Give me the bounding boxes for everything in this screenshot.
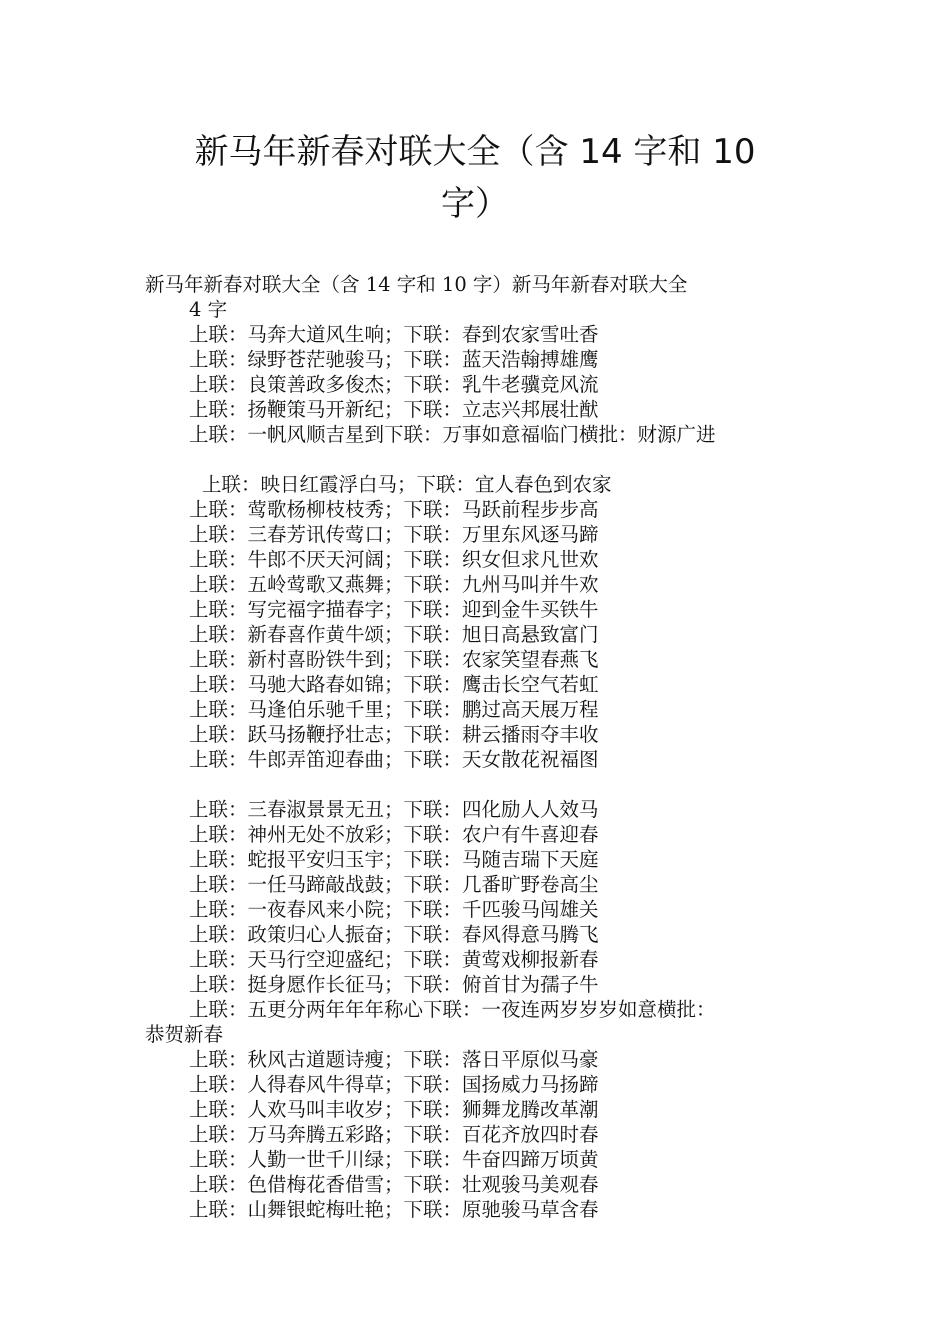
couplet-line: 上联：一帆风顺吉星到下联：万事如意福临门横批：财源广进 xyxy=(189,423,716,446)
couplet-line: 上联：一夜春风来小院；下联：千匹骏马闯雄关 xyxy=(189,898,599,921)
couplet-line: 上联：良策善政多俊杰；下联：乳牛老骥竞风流 xyxy=(189,373,599,396)
couplet-line: 上联：五岭莺歌又燕舞；下联：九州马叫并牛欢 xyxy=(189,573,599,596)
couplet-line: 上联：马驰大路春如锦；下联：鹰击长空气若虹 xyxy=(189,673,599,696)
couplet-line: 上联：牛郎弄笛迎春曲；下联：天女散花祝福图 xyxy=(189,748,599,771)
couplet-line: 上联：色借梅花香借雪；下联：壮观骏马美观春 xyxy=(189,1173,599,1196)
intro-line: 新马年新春对联大全（含 14 字和 10 字）新马年新春对联大全 xyxy=(145,273,688,296)
couplet-line: 上联：新村喜盼铁牛到；下联：农家笑望春燕飞 xyxy=(189,648,599,671)
couplet-line: 上联：挺身愿作长征马；下联：俯首甘为孺子牛 xyxy=(189,973,599,996)
couplet-line: 上联：万马奔腾五彩路；下联：百花齐放四时春 xyxy=(189,1123,599,1146)
couplet-line: 上联：政策归心人振奋；下联：春风得意马腾飞 xyxy=(189,923,599,946)
couplet-line: 上联：人得春风牛得草；下联：国扬威力马扬蹄 xyxy=(189,1073,599,1096)
section-heading: 4 字 xyxy=(189,298,228,321)
couplet-line: 上联：莺歌杨柳枝枝秀；下联：马跃前程步步高 xyxy=(189,498,599,521)
couplet-line: 上联：人欢马叫丰收岁；下联：狮舞龙腾改革潮 xyxy=(189,1098,599,1121)
title-line-1: 新马年新春对联大全（含 14 字和 10 xyxy=(194,132,756,172)
couplet-line: 上联：山舞银蛇梅吐艳；下联：原驰骏马草含春 xyxy=(189,1198,599,1221)
couplet-line: 上联：三春淑景景无丑；下联：四化励人人效马 xyxy=(189,798,599,821)
couplet-line: 上联：五更分两年年年称心下联：一夜连两岁岁岁如意横批： xyxy=(189,998,716,1021)
title-line-2: 字） xyxy=(441,184,509,224)
couplet-line: 上联：写完福字描春字；下联：迎到金牛买铁牛 xyxy=(189,598,599,621)
couplet-line: 上联：蛇报平安归玉宇；下联：马随吉瑞下天庭 xyxy=(189,848,599,871)
couplet-line: 上联：跃马扬鞭抒壮志；下联：耕云播雨夺丰收 xyxy=(189,723,599,746)
couplet-line: 上联：一任马蹄敲战鼓；下联：几番旷野卷高尘 xyxy=(189,873,599,896)
couplet-line: 上联：天马行空迎盛纪；下联：黄莺戏柳报新春 xyxy=(189,948,599,971)
couplet-line: 上联：马逢伯乐驰千里；下联：鹏过高天展万程 xyxy=(189,698,599,721)
couplet-line: 上联：人勤一世千川绿；下联：牛奋四蹄万顷黄 xyxy=(189,1148,599,1171)
document-title xyxy=(0,126,950,230)
couplet-line: 上联：牛郎不厌天河阔；下联：织女但求凡世欢 xyxy=(189,548,599,571)
couplet-line-continued: 恭贺新春 xyxy=(145,1023,224,1046)
couplet-line: 上联：马奔大道风生响；下联：春到农家雪吐香 xyxy=(189,323,599,346)
couplet-line: 上联：绿野苍茫驰骏马；下联：蓝天浩翰搏雄鹰 xyxy=(189,348,599,371)
couplet-line: 上联：三春芳讯传莺口；下联：万里东风逐马蹄 xyxy=(189,523,599,546)
couplet-line: 上联：新春喜作黄牛颂；下联：旭日高悬致富门 xyxy=(189,623,599,646)
couplet-line: 上联：秋风古道题诗瘦；下联：落日平原似马豪 xyxy=(189,1048,599,1071)
couplet-line: 上联：神州无处不放彩；下联：农户有牛喜迎春 xyxy=(189,823,599,846)
couplet-line: 上联：映日红霞浮白马；下联：宜人春色到农家 xyxy=(202,473,612,496)
couplet-line: 上联：扬鞭策马开新纪；下联：立志兴邦展壮猷 xyxy=(189,398,599,421)
